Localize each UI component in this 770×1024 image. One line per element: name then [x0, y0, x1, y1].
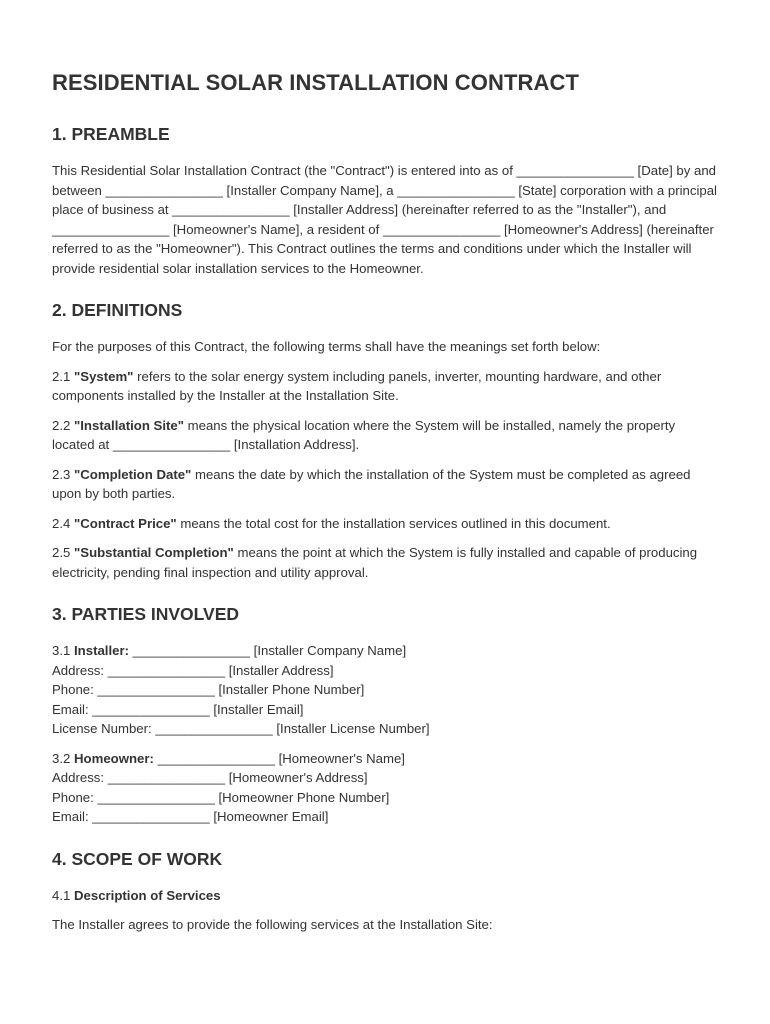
homeowner-address-line: Address: ________________ [Homeowner's Address] [52, 770, 368, 785]
definition-item [52, 543, 718, 582]
definitions-intro: For the purposes of this Contract, the following terms shall have the meanings set forth below: [52, 339, 601, 354]
section-heading-scope: 4. SCOPE OF WORK [52, 848, 223, 869]
section-heading-parties: 3. PARTIES INVOLVED [52, 604, 240, 624]
section-definitions [52, 300, 718, 582]
definition-term: "System" [74, 368, 134, 384]
definition-term: "Completion Date" [74, 466, 192, 482]
section-parties [52, 604, 718, 827]
definition-number: 2.5 [52, 545, 71, 560]
scope-subsection-title [52, 886, 718, 906]
homeowner-name-value: ________________ [Homeowner's Name] [157, 750, 405, 766]
section-scope [52, 849, 718, 935]
preamble-text: This Residential Solar Installation Contract (the "Contract") is entered into as of ________________ [Date] by and between ________________ [Installer Company Name], a ________________ [State] corporation with a principal place of business at ________________ [Installer Address] (hereinafter referred to as the "Installer"), and ________________ [Homeowner's Name], a resident of ________________ [Homeowner's Address] (hereinafter referred to as the "Homeowner"). This Contract outlines the terms and conditions under which the Installer will provide residential solar installation services to the Homeowner. [52, 163, 717, 276]
definition-number: 2.2 [52, 417, 71, 433]
definition-item [52, 367, 718, 406]
installer-address-line: Address: ________________ [Installer Address] [52, 662, 334, 678]
scope-subsection-label: Description of Services [74, 887, 221, 903]
definition-text: refers to the solar energy system including panels, inverter, mounting hardware, and other components installed by the Installer at the Installation Site. [52, 368, 662, 403]
installer-label: Installer: [74, 643, 129, 658]
definition-number: 2.3 [52, 466, 71, 482]
homeowner-number: 3.2 [52, 750, 71, 766]
homeowner-block [52, 749, 718, 827]
installer-name-value: ________________ [Installer Company Name] [132, 643, 407, 658]
definition-text: means the date by which the installation of the System must be completed as agreed upon by both parties. [52, 466, 691, 501]
scope-text: The Installer agrees to provide the following services at the Installation Site: [52, 917, 493, 932]
definition-term: "Substantial Completion" [74, 545, 234, 560]
definition-text: means the physical location where the System will be installed, namely the property located at ________________ [Installation Address]. [52, 417, 676, 452]
homeowner-phone-line: Phone: ________________ [Homeowner Phone Number] [52, 789, 390, 805]
installer-license-line: License Number: ________________ [Installer License Number] [52, 721, 430, 736]
installer-name-line [52, 641, 718, 661]
installer-block [52, 641, 718, 739]
definition-term: "Contract Price" [74, 515, 177, 531]
installer-phone-line: Phone: ________________ [Installer Phone Number] [52, 682, 365, 697]
definition-term: "Installation Site" [74, 417, 184, 433]
homeowner-label: Homeowner: [74, 750, 154, 766]
homeowner-name-line [52, 749, 718, 769]
definition-item [52, 465, 718, 504]
definition-item [52, 514, 718, 534]
definition-item [52, 416, 718, 455]
installer-number: 3.1 [52, 643, 71, 658]
document-title: RESIDENTIAL SOLAR INSTALLATION CONTRACT [52, 70, 579, 95]
installer-email-line: Email: ________________ [Installer Email] [52, 701, 304, 717]
definition-number: 2.1 [52, 368, 71, 384]
scope-subsection-number: 4.1 [52, 887, 71, 903]
section-heading-preamble: 1. PREAMBLE [52, 124, 170, 144]
definition-text: means the total cost for the installation services outlined in this document. [180, 515, 611, 531]
definition-number: 2.4 [52, 515, 71, 531]
section-heading-definitions: 2. DEFINITIONS [52, 300, 183, 320]
section-preamble [52, 124, 718, 278]
definition-text: means the point at which the System is fully installed and capable of producing electricity, pending final inspection and utility approval. [52, 545, 698, 580]
homeowner-email-line: Email: ________________ [Homeowner Email] [52, 809, 329, 824]
